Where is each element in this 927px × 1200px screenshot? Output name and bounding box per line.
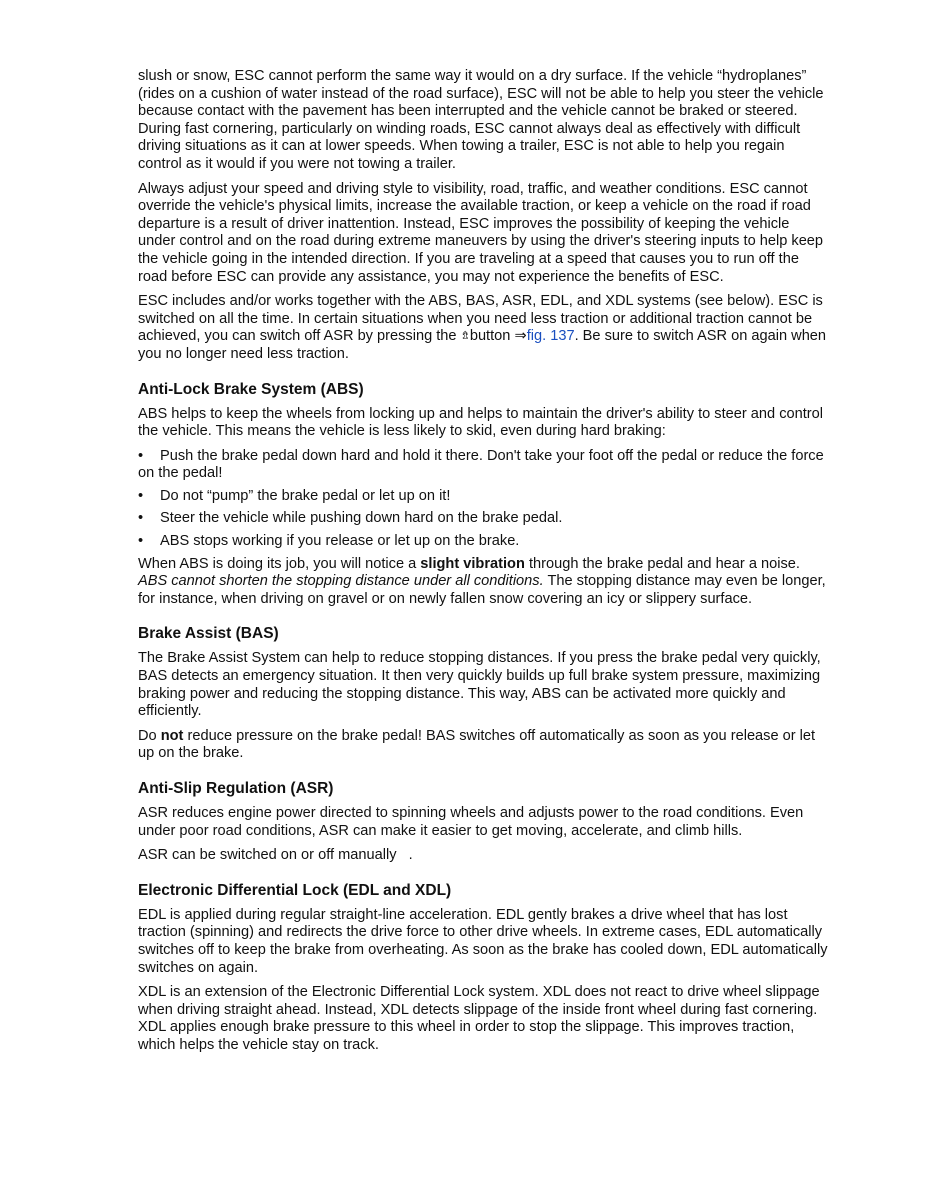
abs-bullet-list (138, 448, 828, 551)
bas-paragraph-2-bold: not (160, 727, 184, 744)
abs-heading: Anti-Lock Brake System (ABS) (138, 380, 364, 398)
list-item (138, 533, 828, 551)
fig-137-link[interactable]: fig. 137 (526, 328, 575, 345)
bas-paragraph-1: The Brake Assist System can help to reduce stopping distances. If you press the brake pedal very quickly, BAS detects an emergency situation. It then very quickly builds up full brake system pressure, maximizing braking power and reducing the stopping distance. This way, ABS can be activated more quickly and efficiently. (138, 650, 821, 720)
abs-outro-text-c: The stopping distance may even be longer, for instance, when driving on gravel or on newly fallen snow covering an icy or slippery surface. (138, 573, 826, 607)
abs-outro-italic: ABS cannot shorten the stopping distance under all conditions. (138, 573, 544, 590)
bas-heading: Brake Assist (BAS) (138, 625, 279, 643)
edl-paragraph-1: EDL is applied during regular straight-line acceleration. EDL gently brakes a drive wheel that has lost traction (spinning) and redirects the drive force to other drive wheels. In extreme cases, EDL automatically switches off to keep the brake from overheating. As soon as the brake has cooled down, EDL automatically switches on again. (138, 906, 828, 976)
bullet-icon: • (138, 533, 144, 550)
manual-page (138, 68, 828, 1062)
abs-outro (138, 556, 828, 609)
abs-outro-bold: slight vibration (420, 555, 525, 572)
list-item-text: ABS stops working if you release or let up on the brake. (160, 533, 520, 550)
bullet-icon: • (138, 447, 144, 464)
esc-paragraph-1: slush or snow, ESC cannot perform the same way it would on a dry surface. If the vehicle “hydroplanes” (rides on a cushion of water instead of the road surface), ESC will not be able to help you steer the vehicle because contact with the pavement has been interrupted and the vehicle cannot be braked or steered. During fast cornering, particularly on winding roads, ESC cannot always deal as effectively with difficult driving situations as it can at lower speeds. When towing a trailer, ESC is not able to help you regain control as it would if you were not towing a trailer. (138, 68, 824, 172)
list-item-text: Steer the vehicle while pushing down hard on the brake pedal. (160, 510, 563, 527)
list-item (138, 488, 828, 506)
abs-outro-text-a: When ABS is doing its job, you will notice a (138, 555, 421, 572)
asr-paragraph-1: ASR reduces engine power directed to spinning wheels and adjusts power to the road conditions. Even under poor road conditions, ASR can make it easier to get moving, accelerate, and climb hills. (138, 805, 804, 839)
bullet-icon: • (138, 487, 144, 504)
esc-paragraph-2: Always adjust your speed and driving style to visibility, road, traffic, and weather conditions. ESC cannot override the vehicle's physical limits, increase the available traction, or keep a vehicle on the road if road departure is a result of driver inattention. Instead, ESC improves the possibility of keeping the vehicle under control and on the road during extreme maneuvers by using the driver's steering inputs to help keep the vehicle going in the intended direction. If you are traveling at a speed that causes you to run off the road before ESC can provide any assistance, you may not experience the benefits of ESC. (138, 180, 824, 285)
edl-heading: Electronic Differential Lock (EDL and XDL) (138, 881, 452, 899)
esc-paragraph-3-text-b: button ⇒ (469, 328, 527, 345)
esc-paragraph-3-text-c: . Be sure to switch ASR on again when you no longer need less traction. (138, 328, 827, 362)
esc-paragraph-3-text-a: ESC includes and/or works together with the ABS, BAS, ASR, EDL, and XDL systems (see below). ESC is switched on all the time. In certain situations when you need less traction or additional traction cannot be achieved, you can switch off ASR by pressing the (138, 293, 823, 345)
list-item-text: Push the brake pedal down hard and hold it there. Don't take your foot off the pedal or reduce the force on the pedal! (138, 447, 824, 482)
abs-outro-text-b: through the brake pedal and hear a noise. (524, 555, 800, 572)
esc-paragraph-3 (138, 293, 828, 363)
bas-paragraph-2-text-a: Do (138, 727, 161, 744)
bas-paragraph-2-text-b: reduce pressure on the brake pedal! BAS switches off automatically as soon as you release or let up on the brake. (138, 727, 816, 762)
list-item (138, 448, 828, 483)
asr-heading: Anti-Slip Regulation (ASR) (138, 780, 334, 797)
abs-intro: ABS helps to keep the wheels from locking up and helps to maintain the driver's ability to steer and control the vehicle. This means the vehicle is less likely to skid, even during hard braking: (138, 405, 824, 440)
asr-button-icon: ⇯ (460, 330, 470, 343)
asr-paragraph-2: ASR can be switched on or off manually . (138, 847, 413, 864)
bas-paragraph-2 (138, 728, 828, 763)
list-item (138, 510, 828, 528)
edl-paragraph-2: XDL is an extension of the Electronic Differential Lock system. XDL does not react to drive wheel slippage when driving straight ahead. Instead, XDL detects slippage of the inside front wheel during fast cornering. XDL applies enough brake pressure to this wheel in order to stop the slippage. This improves traction, which helps the vehicle stay on track. (138, 984, 820, 1053)
bullet-icon: • (138, 510, 144, 527)
list-item-text: Do not “pump” the brake pedal or let up on it! (160, 487, 451, 504)
